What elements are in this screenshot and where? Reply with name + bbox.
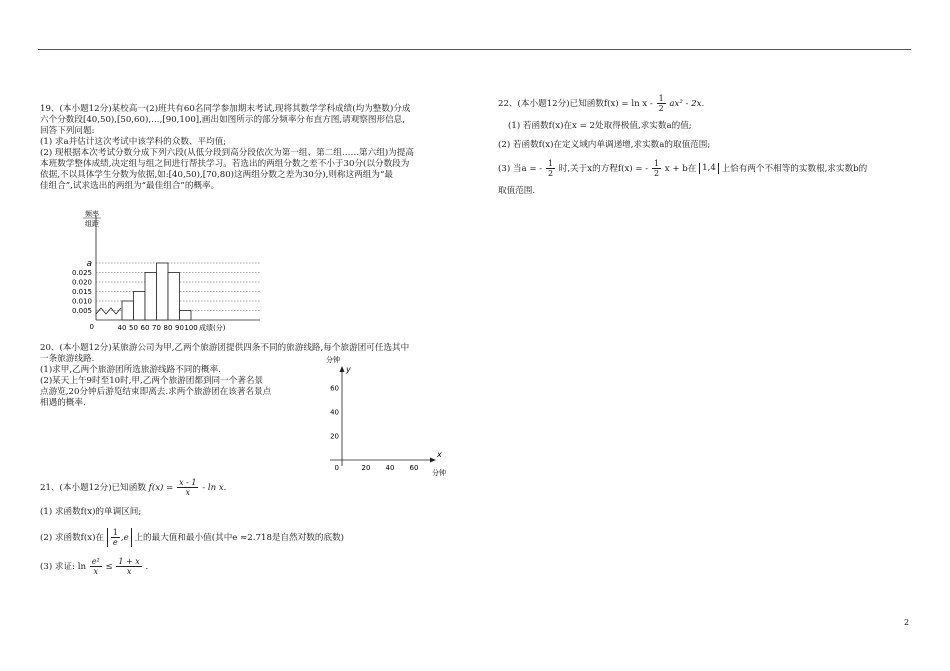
q21-part-2 <box>40 528 460 547</box>
histogram-bar <box>145 273 157 321</box>
origin-label: 0 <box>89 323 94 331</box>
fraction-denominator: e <box>112 538 118 547</box>
q20-line: 一条旅游线路. <box>40 354 95 364</box>
histogram-bar <box>157 263 169 320</box>
histogram-bar <box>168 273 180 321</box>
q21-interval <box>107 528 132 547</box>
q21-func-suffix: - ln x. <box>202 483 227 493</box>
page-number: 2 <box>904 618 910 627</box>
y-axis-label: y <box>346 365 351 374</box>
question-21 <box>40 478 460 586</box>
fraction-numerator: 1 <box>658 94 664 103</box>
q22-intro-text: 22、(本小题12分)已知函数f(x) = ln x - <box>498 99 653 109</box>
histogram-bar <box>134 292 146 321</box>
x-tick-label: 90 <box>175 324 184 332</box>
q19-line: 回答下列问题: <box>40 126 95 136</box>
q20-line: (1)求甲,乙两个旅游团所选旅游线路不同的概率. <box>40 365 221 375</box>
q21-p3-fraction-1 <box>90 557 102 576</box>
x-axis-label: 成绩(分) <box>199 324 226 332</box>
fraction-denominator: x <box>93 567 98 576</box>
x-tick-label: 60 <box>409 464 419 472</box>
header-rule <box>38 49 911 50</box>
y-tick-label: 20 <box>330 432 339 441</box>
q21-p3-text: (3) 求证: ln <box>40 562 87 572</box>
fraction-denominator: 2 <box>547 169 554 178</box>
x-axis-label: x <box>437 450 442 459</box>
q21-p2-tail: 上的最大值和最小值(其中e ≈2.718是自然对数的底数) <box>134 533 345 543</box>
y-tick-label: 0.015 <box>71 288 92 296</box>
q22-part-1: (1) 若函数f(x)在x = 2处取得极值,求实数a的值; <box>508 121 692 131</box>
a-tick-label: a <box>86 259 92 269</box>
x-tick-label: 20 <box>361 464 371 472</box>
q21-part-3 <box>40 557 460 576</box>
x-axis-unit: 分钟 <box>432 469 446 477</box>
x-tick-label: 40 <box>117 324 127 332</box>
q19-line: (2) 现根据本次考试分数分成下列六段(从低分段到高分段依次为第一组、第二组……第六组)为提高 <box>40 148 414 158</box>
fraction-numerator: x - 1 <box>179 478 197 487</box>
x-tick-label: 60 <box>140 324 150 332</box>
q22-p3-text-4: 上恰有两个不相等的实数根,求实数b的 <box>721 164 868 174</box>
q21-p3-fraction-2 <box>116 557 141 576</box>
q22-p3-text-2: 时,关于x的方程f(x) = - <box>558 164 649 174</box>
fraction-denominator: 2 <box>653 169 660 178</box>
fraction-numerator: 1 <box>547 159 554 168</box>
q19-line: 佳组合”,试求选出的两组为“最佳组合”的概率。 <box>40 181 220 191</box>
q19-line: 本班数学整体成绩,决定组与组之间进行帮扶学习。若选出的两组分数之差不小于30分(以分数段为 <box>40 159 410 169</box>
q22-intro-end: ax² - 2x. <box>669 99 705 109</box>
y-axis-label-top: 频率 <box>85 210 99 218</box>
q21-func-prefix: f(x) = <box>148 483 174 493</box>
y-tick-label: 0.010 <box>71 297 92 306</box>
fraction-numerator: 1 <box>112 528 118 537</box>
meeting-time-axes <box>316 352 456 482</box>
x-axis-arrow <box>430 458 436 463</box>
y-tick-label: 0.025 <box>71 269 92 277</box>
q22-intro <box>498 94 918 113</box>
q20-line: 点游览,20分钟后游览结束即离去.求两个旅游团在该著名景点 <box>40 387 272 397</box>
q21-intro-text: 21、(本小题12分)已知函数 <box>40 483 146 493</box>
fraction-numerator: 1 <box>653 159 660 168</box>
q22-part-3-cont: 取值范围. <box>498 186 536 196</box>
q22-half-fraction <box>657 94 666 113</box>
q20-line: (2)某天上午9时至10时,甲,乙两个旅游团都到同一个著名景 <box>40 376 264 386</box>
histogram-bar <box>122 301 134 320</box>
origin-label: 0 <box>334 464 339 472</box>
q22-part-2: (2) 若函数f(x)在定义域内单调递增,求实数a的取值范围; <box>498 140 711 150</box>
q19-line: 六个分数段[40,50),[50,60),…,[90,100],画出如图所示的部分频率分布直方图,请观察图形信息, <box>40 115 406 125</box>
y-axis-label-bottom: 组距 <box>85 220 99 228</box>
y-tick-label: 0.020 <box>71 278 92 287</box>
x-tick-label: 50 <box>129 324 138 332</box>
y-axis-arrow <box>340 366 345 372</box>
x-tick-label: 100 <box>184 324 198 332</box>
y-tick-label: 60 <box>330 384 339 393</box>
q22-p3-text-3: x + b在 <box>664 164 697 174</box>
q20-line: 20、(本小题12分)某旅游公司为甲,乙两个旅游团提供四条不同的旅游线路,每个旅游团可任选其中 <box>40 343 410 353</box>
q21-func-fraction <box>177 478 198 497</box>
question-22 <box>498 94 918 205</box>
fraction-numerator: e² <box>91 557 100 566</box>
q22-part-3 <box>498 159 918 178</box>
fraction-numerator: 1 + x <box>118 557 140 566</box>
q22-p3-text: (3) 当a = - <box>498 164 543 174</box>
fraction-denominator: x <box>126 567 132 576</box>
q21-intro <box>40 478 460 497</box>
y-axis-unit: 分钟 <box>326 356 340 364</box>
q19-line: 19、(本小题12分)某校高一(2)班共有60名同学参加期末考试,现将其数学学科成绩(均为整数)分成 <box>40 104 411 114</box>
q21-p3-relation: ≤ <box>105 562 113 572</box>
q20-line: 相遇的概率. <box>40 398 86 408</box>
fraction-denominator: 2 <box>658 104 664 113</box>
q22-p3-fraction-2 <box>652 159 661 178</box>
q21-p3-end: . <box>145 562 149 572</box>
q21-p2-text: (2) 求函数f(x)在 <box>40 533 105 543</box>
question-19 <box>40 104 470 192</box>
x-tick-label: 70 <box>152 324 161 332</box>
x-tick-label: 40 <box>385 464 395 472</box>
y-tick-label: 40 <box>330 408 339 417</box>
histogram-bar <box>180 311 192 321</box>
q19-line: 依据,不以具体学生分数为依据,如:[40,50),[70,80)这两组分数之差为30分),则称这两组为“最 <box>40 170 393 180</box>
q19-line: (1) 求a并估计这次考试中该学科的众数、平均值; <box>40 137 227 147</box>
q22-p3-fraction-1 <box>546 159 555 178</box>
q21-part-1: (1) 求函数f(x)的单调区间; <box>40 507 142 517</box>
fraction-denominator: x <box>185 488 191 497</box>
q21-interval-end: ,e <box>120 533 129 543</box>
y-tick-label: 0.005 <box>71 307 92 315</box>
x-tick-label: 80 <box>163 324 173 332</box>
axis-break-mark <box>96 308 121 314</box>
frequency-histogram <box>60 208 280 338</box>
q21-interval-fraction <box>111 528 120 547</box>
q22-interval: 1,4 <box>699 163 719 174</box>
